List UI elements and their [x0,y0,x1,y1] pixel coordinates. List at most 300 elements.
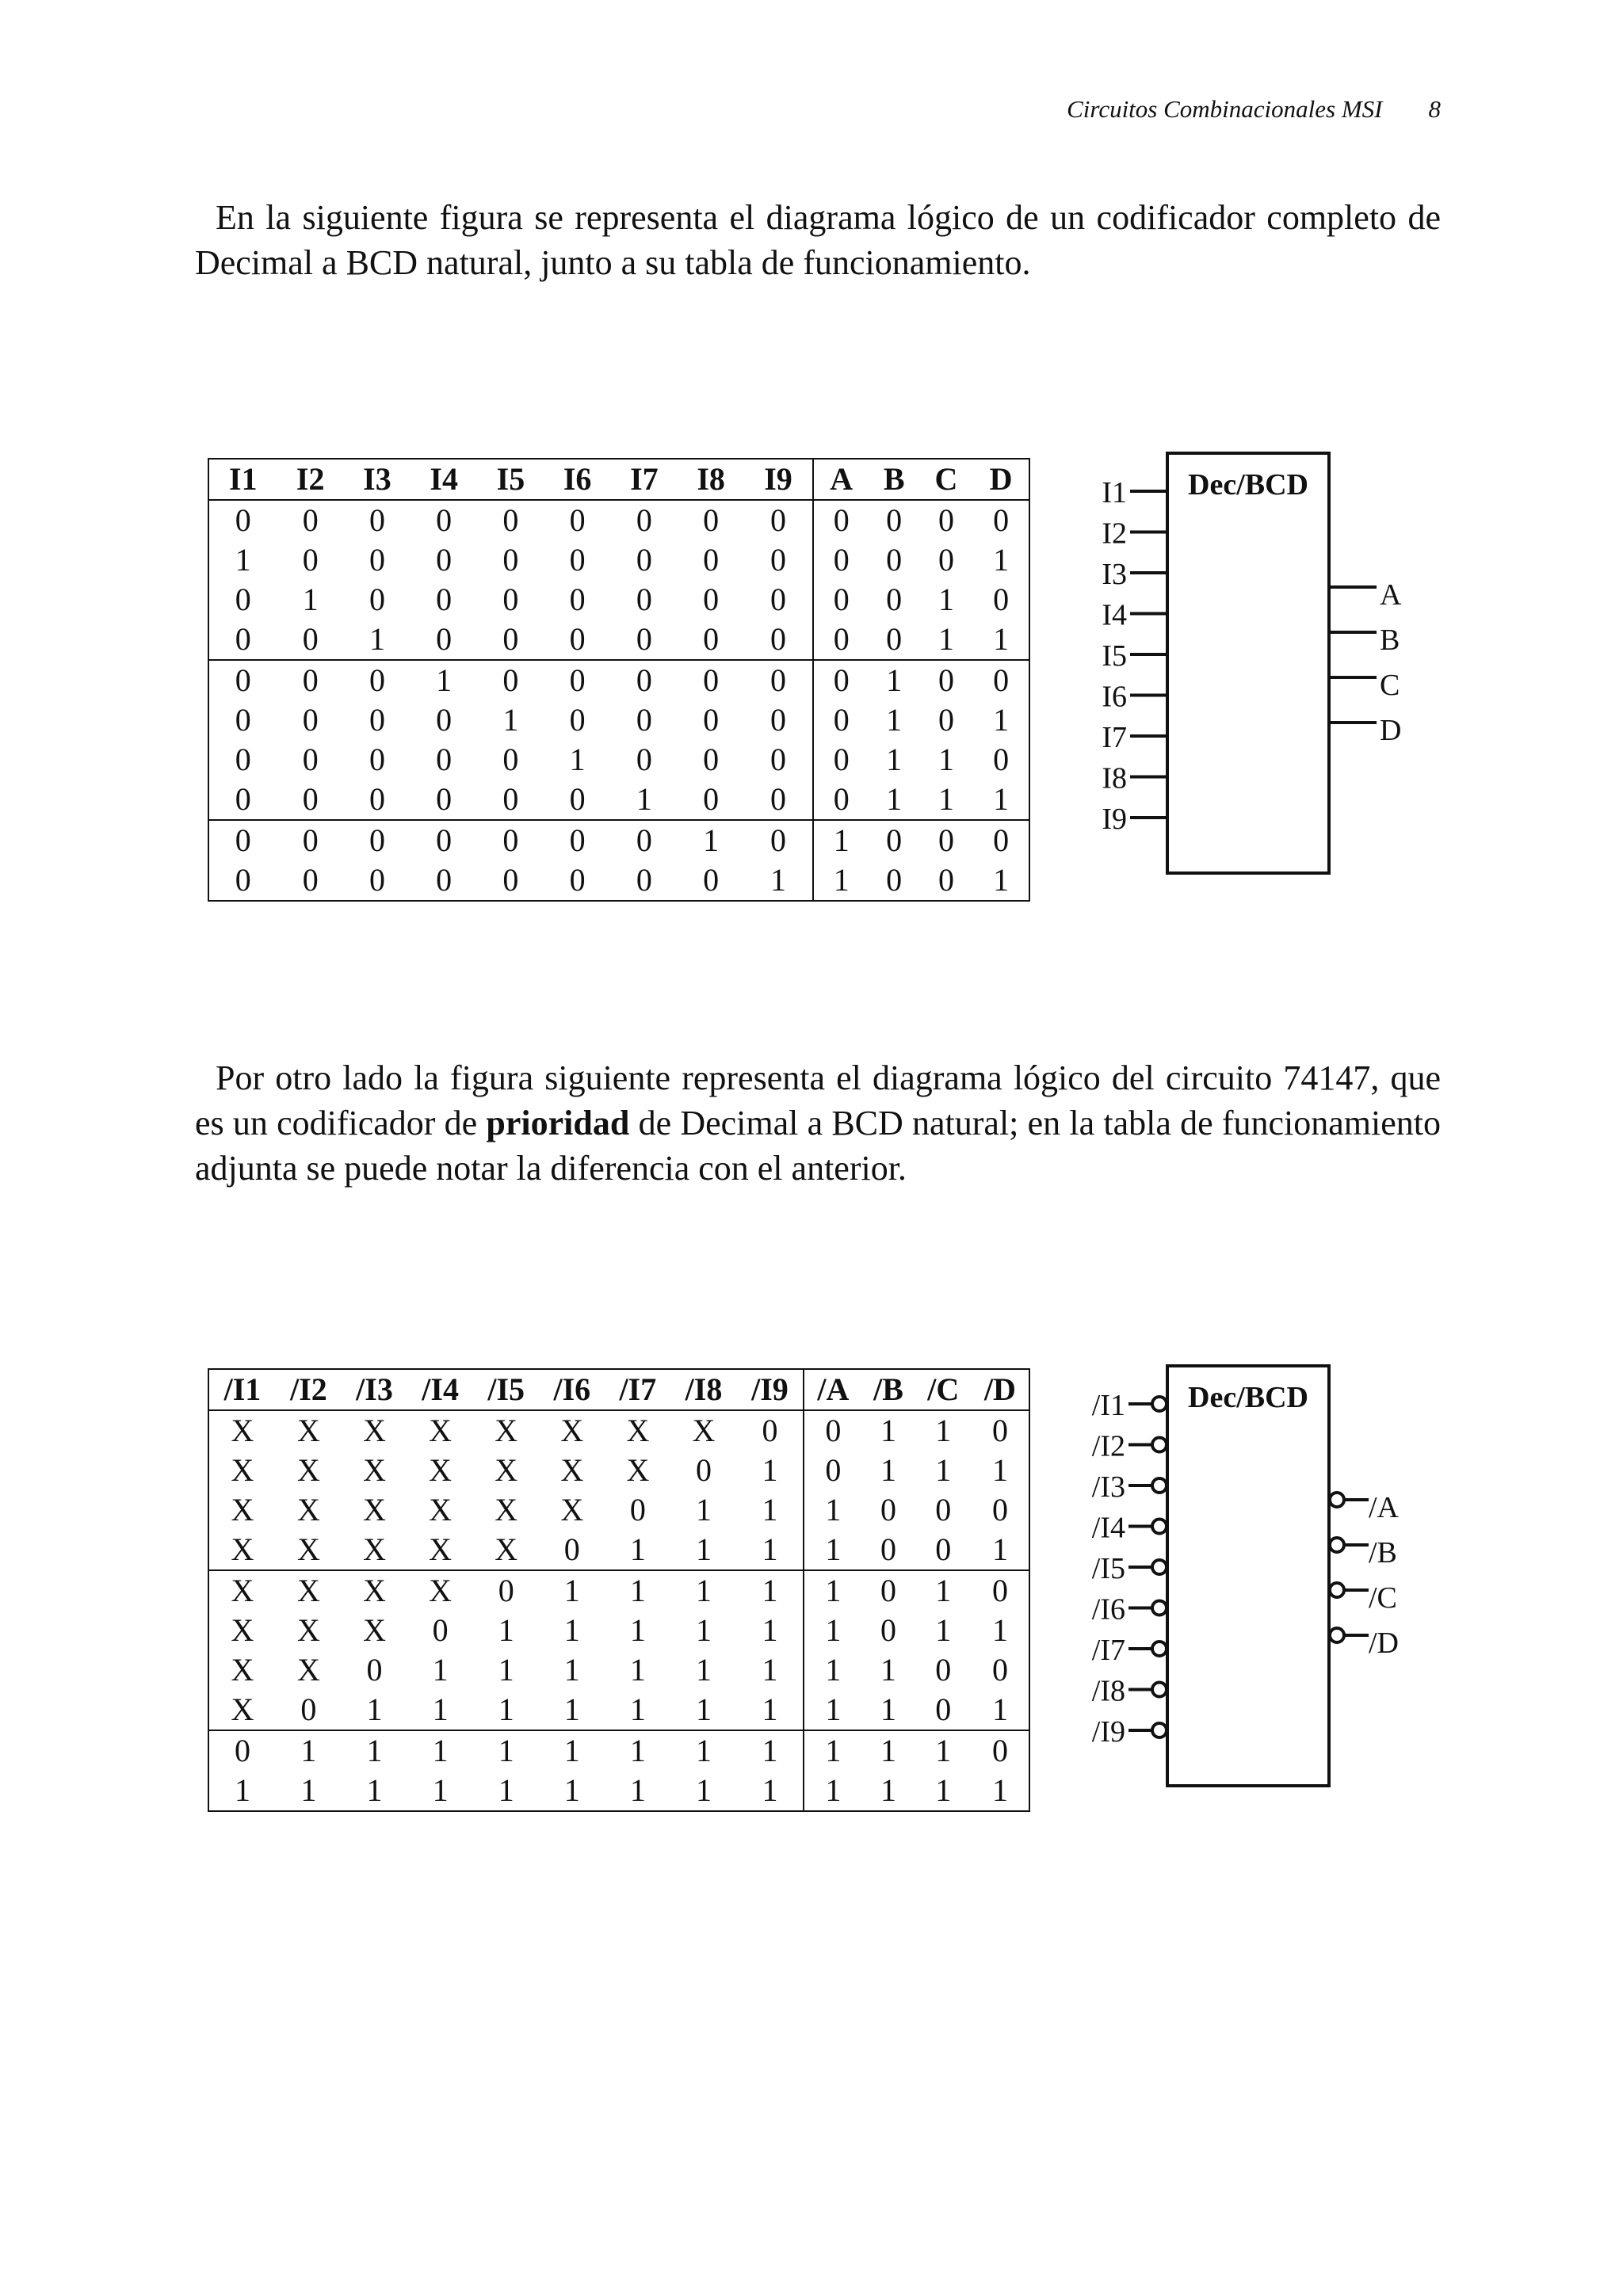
table-cell: 1 [569,742,586,777]
table-cell: 0 [208,1730,276,1771]
inversion-bubble [1152,1520,1167,1534]
table-cell: 0 [235,702,251,738]
inversion-bubble [1152,1560,1167,1574]
table-cell: 1 [366,1691,383,1727]
table-cell: 0 [744,660,813,700]
table-cell: 0 [991,1492,1008,1527]
table-cell: 0 [569,582,586,617]
table-cell: 1 [886,781,903,817]
header-title: Circuitos Combinacionales MSI [1067,95,1383,123]
table-cell: 1 [935,1413,952,1448]
table-cell: 1 [432,1652,449,1688]
table-cell: 0 [770,621,787,657]
table-cell: 0 [636,702,652,738]
table-cell: 0 [302,502,319,538]
table-cell: 1 [695,1531,712,1567]
table-cell: 1 [880,1652,897,1688]
table-cell: X [429,1413,453,1448]
table-cell: 0 [744,820,813,860]
table-cell: 0 [436,582,453,617]
table-cell: 0 [302,862,319,898]
table-cell: 0 [804,1451,861,1490]
table-cell: 0 [703,742,720,777]
table-cell: X [495,1531,518,1567]
table-header-row [208,459,1029,500]
table-cell: 0 [813,500,869,540]
table-cell: 1 [432,1772,449,1808]
table-cell: X [231,1452,254,1488]
input-label: /I5 [1091,1552,1125,1585]
table-cell: 0 [502,582,519,617]
table-cell: 1 [762,1612,778,1648]
table-cell: X [231,1691,254,1727]
table-cell: X [495,1492,518,1527]
table-cell: X [429,1452,453,1488]
page-number: 8 [1428,95,1441,123]
column-header: /I1 [208,1369,276,1410]
table-cell: 0 [973,660,1029,700]
table-cell: 0 [369,582,385,617]
input-label: /I6 [1091,1592,1125,1627]
table-cell: 1 [539,1730,605,1771]
table-cell: 1 [342,1730,407,1771]
table-cell: 1 [991,1531,1008,1567]
table-cell: 0 [569,621,586,657]
column-header: /B [861,1369,915,1410]
table-cell: 0 [473,1570,539,1611]
table-cell: X [296,1612,320,1648]
table-cell: X [429,1531,453,1567]
output-label: /B [1369,1536,1397,1569]
table-cell: 0 [477,660,544,700]
table-cell: 0 [770,742,787,777]
table-row [208,1530,1029,1570]
table-cell: 1 [235,542,251,578]
table-cell: 0 [770,542,787,578]
table-cell: 1 [678,820,744,860]
table-cell: X [231,1531,254,1567]
table-cell: 1 [993,621,1010,657]
table-cell: 0 [935,1531,952,1567]
table-cell: 0 [302,542,319,578]
table-cell: 0 [804,1410,861,1451]
table-cell: 0 [813,740,869,780]
column-header: C [919,459,973,500]
table-header-row [208,1369,1029,1410]
table-cell: 0 [886,582,903,617]
table-cell: 0 [436,502,453,538]
paragraph-priority-after: de Decimal a BCD natural; en la tabla de funcionamiento adjunta se puede notar la diferencia con el anterior. [195,1104,1441,1188]
table-cell: 1 [991,1612,1008,1648]
input-label: I9 [1102,803,1127,836]
table-cell: 1 [300,1772,317,1808]
column-header: /I3 [342,1369,407,1410]
table-cell: X [276,1570,342,1611]
table-cell: 0 [569,502,586,538]
table-cell: X [208,1570,276,1611]
table-row [208,1410,1029,1451]
input-label: /I3 [1091,1470,1125,1504]
column-header: B [869,459,919,500]
table-cell: 0 [636,621,652,657]
input-label: I7 [1102,721,1127,754]
table-row [208,1570,1029,1611]
output-label: A [1380,578,1402,612]
table-cell: 1 [804,1690,861,1730]
column-header: I6 [544,459,611,500]
table-cell: 0 [938,542,954,578]
table-cell: 0 [770,781,787,817]
table-cell: 0 [991,1413,1008,1448]
table-cell: 0 [277,660,344,700]
table-cell: 0 [436,702,453,738]
table-cell: 0 [502,742,519,777]
table-cell: 1 [938,781,954,817]
inversion-bubble [1152,1723,1167,1737]
table-cell: 0 [235,742,251,777]
table-cell: 1 [563,1691,580,1727]
input-label: I5 [1102,639,1127,673]
table-row [208,500,1029,540]
table-cell: X [363,1531,386,1567]
output-label: /A [1369,1491,1399,1524]
column-header: I1 [208,459,277,500]
table-cell: 1 [991,1452,1008,1488]
table-cell: 0 [703,621,720,657]
table-cell: 0 [569,542,586,578]
table-cell: 0 [502,542,519,578]
table-cell: 0 [703,582,720,617]
table-cell: 1 [880,1772,897,1808]
table-cell: 1 [993,781,1010,817]
column-header: I3 [344,459,411,500]
table-cell: X [407,1570,473,1611]
table-cell: 1 [498,1652,514,1688]
table-cell: 0 [208,660,277,700]
table-cell: 0 [886,542,903,578]
table-cell: X [495,1413,518,1448]
table-cell: 0 [762,1413,778,1448]
table-cell: 0 [344,660,411,700]
table-cell: 1 [605,1570,670,1611]
table-cell: 0 [919,660,973,700]
table-cell: 0 [993,742,1010,777]
table-cell: 0 [569,862,586,898]
inversion-bubble [1152,1397,1167,1411]
table-cell: 0 [813,700,869,740]
table-cell: 0 [993,502,1010,538]
table-cell: 0 [770,582,787,617]
table-cell: 0 [502,502,519,538]
table-cell: 0 [302,621,319,657]
table-cell: X [560,1413,584,1448]
table-cell: 0 [869,820,919,860]
inversion-bubble [1152,1478,1167,1493]
table-cell: 0 [813,620,869,660]
table-cell: 0 [369,502,385,538]
table-cell: 0 [886,862,903,898]
table-cell: 0 [544,820,611,860]
table-cell: 1 [563,1652,580,1688]
table-cell: 1 [915,1570,972,1611]
table-cell: X [231,1652,254,1688]
table-cell: 1 [813,820,869,860]
column-header: /I2 [276,1369,342,1410]
inversion-bubble [1152,1642,1167,1656]
table-cell: 0 [235,502,251,538]
table-cell: X [363,1452,386,1488]
column-header: D [973,459,1029,500]
table-cell: 1 [670,1570,736,1611]
table-cell: X [342,1570,407,1611]
table-cell: 0 [436,542,453,578]
table-cell: 0 [695,1452,712,1488]
table-cell: 0 [813,780,869,820]
table-cell: 1 [473,1730,539,1771]
table-cell: 0 [813,540,869,580]
table-cell: 0 [636,542,652,578]
table-cell: 0 [502,862,519,898]
block-label: Dec/BCD [1188,468,1308,502]
table-cell: 0 [611,660,678,700]
table-cell: 1 [695,1772,712,1808]
table-cell: 1 [762,1492,778,1527]
table-cell: 1 [991,1772,1008,1808]
table-cell: 0 [938,502,954,538]
table-cell: 1 [993,542,1010,578]
table-cell: 1 [869,660,919,700]
input-label: /I4 [1091,1511,1125,1545]
output-label: /D [1369,1627,1399,1660]
table-row [208,1771,1029,1811]
column-header: /I4 [407,1369,473,1410]
input-label: /I2 [1091,1429,1125,1463]
input-label: I4 [1102,598,1127,632]
block-outline [1167,453,1329,873]
input-label: /I9 [1091,1715,1125,1749]
table-cell: 0 [636,742,652,777]
table-cell: 0 [432,1612,449,1648]
column-header: /D [972,1369,1029,1410]
column-header: I8 [678,459,744,500]
table-cell: 0 [302,742,319,777]
input-label: I8 [1102,761,1127,795]
table-cell: 0 [880,1612,897,1648]
table-cell: 0 [302,781,319,817]
table-cell: 1 [880,1691,897,1727]
input-label: /I1 [1091,1389,1125,1422]
column-header: /C [915,1369,972,1410]
input-label: I6 [1102,680,1127,714]
table-cell: X [429,1492,453,1527]
table-cell: 1 [302,582,319,617]
table-cell: 1 [762,1772,778,1808]
table-cell: 0 [302,702,319,738]
column-header: /I9 [737,1369,804,1410]
table-cell: 0 [369,742,385,777]
table-cell: 1 [804,1611,861,1650]
table-cell: 1 [605,1730,670,1771]
table-row [208,1451,1029,1490]
table-row [208,660,1029,700]
table-cell: 0 [436,742,453,777]
table-row [208,1690,1029,1730]
table-cell: 0 [938,702,954,738]
table-cell: 1 [993,862,1010,898]
truth-table-encoder [208,458,1030,902]
table-cell: X [495,1452,518,1488]
table-cell: 1 [762,1691,778,1727]
table-cell: X [296,1452,320,1488]
table-cell: 0 [208,820,277,860]
table-cell: 1 [539,1570,605,1611]
table-cell: 1 [407,1730,473,1771]
table-cell: 0 [235,621,251,657]
logic-diagram-svg [1078,450,1458,894]
table-cell: 1 [629,1612,646,1648]
table-cell: 0 [569,702,586,738]
table-cell: 1 [629,1691,646,1727]
table-cell: 1 [886,702,903,738]
table-cell: 1 [993,702,1010,738]
column-header: I2 [277,459,344,500]
table-row [208,1650,1029,1690]
paragraph-priority-bold: prioridad [486,1104,630,1142]
logic-diagram-encoder [1078,450,1458,894]
table-cell: 1 [432,1691,449,1727]
input-label: I1 [1102,476,1127,509]
table-cell: 0 [861,1570,915,1611]
table-cell: 1 [737,1730,804,1771]
table-cell: 1 [935,1452,952,1488]
table-cell: 0 [886,502,903,538]
inversion-bubble [1330,1538,1344,1552]
table-cell: 0 [436,781,453,817]
table-cell: 1 [411,660,477,700]
table-cell: 0 [277,820,344,860]
block-outline [1167,1366,1329,1786]
column-header: I7 [611,459,678,500]
table-cell: 0 [369,862,385,898]
table-cell: 1 [369,621,385,657]
table-cell: 0 [636,862,652,898]
table-cell: 1 [629,1772,646,1808]
table-cell: 1 [880,1452,897,1488]
block-label: Dec/BCD [1188,1381,1308,1414]
column-header: I5 [477,459,544,500]
table-cell: 1 [234,1772,250,1808]
table-cell: X [560,1452,584,1488]
table-cell: 1 [366,1772,383,1808]
table-cell: 1 [276,1730,342,1771]
table-cell: 0 [991,1652,1008,1688]
table-cell: 1 [880,1413,897,1448]
output-label: /C [1369,1581,1397,1615]
table-cell: 1 [498,1772,514,1808]
table-cell: 1 [804,1570,861,1611]
table-cell: X [296,1492,320,1527]
column-header: /I7 [605,1369,670,1410]
table-cell: 1 [813,860,869,901]
inversion-bubble [1152,1601,1167,1615]
table-cell: 0 [636,582,652,617]
table-cell: 1 [804,1771,861,1811]
table-cell: 0 [972,1570,1029,1611]
table-cell: 1 [762,1452,778,1488]
table-cell: 1 [695,1652,712,1688]
inversion-bubble [1152,1438,1167,1452]
table-row [208,860,1029,901]
table-row [208,1490,1029,1530]
table-cell: 1 [935,1612,952,1648]
table-cell: 1 [737,1570,804,1611]
table-cell: 1 [695,1492,712,1527]
inversion-bubble [1330,1583,1344,1597]
table-cell: 1 [762,1531,778,1567]
truth-table-priority-encoder [208,1368,1030,1812]
table-cell: 0 [703,862,720,898]
table-cell: 0 [880,1531,897,1567]
logic-diagram-svg [1078,1363,1458,1806]
table-cell: 1 [804,1490,861,1530]
table-cell: 1 [804,1530,861,1570]
table-cell: 1 [629,1531,646,1567]
table-cell: 1 [498,1691,514,1727]
table-row [208,1611,1029,1650]
table-cell: X [231,1413,254,1448]
table-cell: 0 [369,702,385,738]
table-row [208,780,1029,820]
table-row [208,820,1029,860]
table-cell: 0 [235,781,251,817]
table-cell: 0 [703,702,720,738]
table-cell: 0 [544,660,611,700]
inversion-bubble [1330,1493,1344,1507]
table-row [208,740,1029,780]
paragraph-intro: En la siguiente figura se representa el diagrama lógico de un codificador completo de Decimal a BCD natural, junto a su tabla de funcionamiento. [195,198,1441,282]
table-cell: 0 [235,582,251,617]
column-header: /I8 [670,1369,736,1410]
table-cell: X [231,1492,254,1527]
output-label: D [1380,714,1402,747]
table-cell: 1 [804,1730,861,1771]
table-row [208,540,1029,580]
output-label: B [1380,624,1400,657]
table-cell: 1 [629,1652,646,1688]
inversion-bubble [1330,1628,1344,1642]
table-cell: 0 [935,1691,952,1727]
logic-diagram-priority-encoder [1078,1363,1458,1806]
table-cell: 0 [703,502,720,538]
table-row [208,620,1029,660]
table-cell: X [296,1531,320,1567]
table-cell: 0 [629,1492,646,1527]
table-cell: 1 [886,742,903,777]
table-cell: 0 [502,621,519,657]
table-cell: 0 [770,502,787,538]
column-header: I9 [744,459,813,500]
column-header: /A [804,1369,861,1410]
table-cell: 0 [993,582,1010,617]
table-cell: X [296,1413,320,1448]
table-cell: X [626,1413,650,1448]
table-cell: X [363,1612,386,1648]
table-cell: 0 [935,1492,952,1527]
column-header: I4 [411,459,477,500]
table-cell: 0 [344,820,411,860]
table-cell: 0 [973,820,1029,860]
table-cell: 0 [703,542,720,578]
